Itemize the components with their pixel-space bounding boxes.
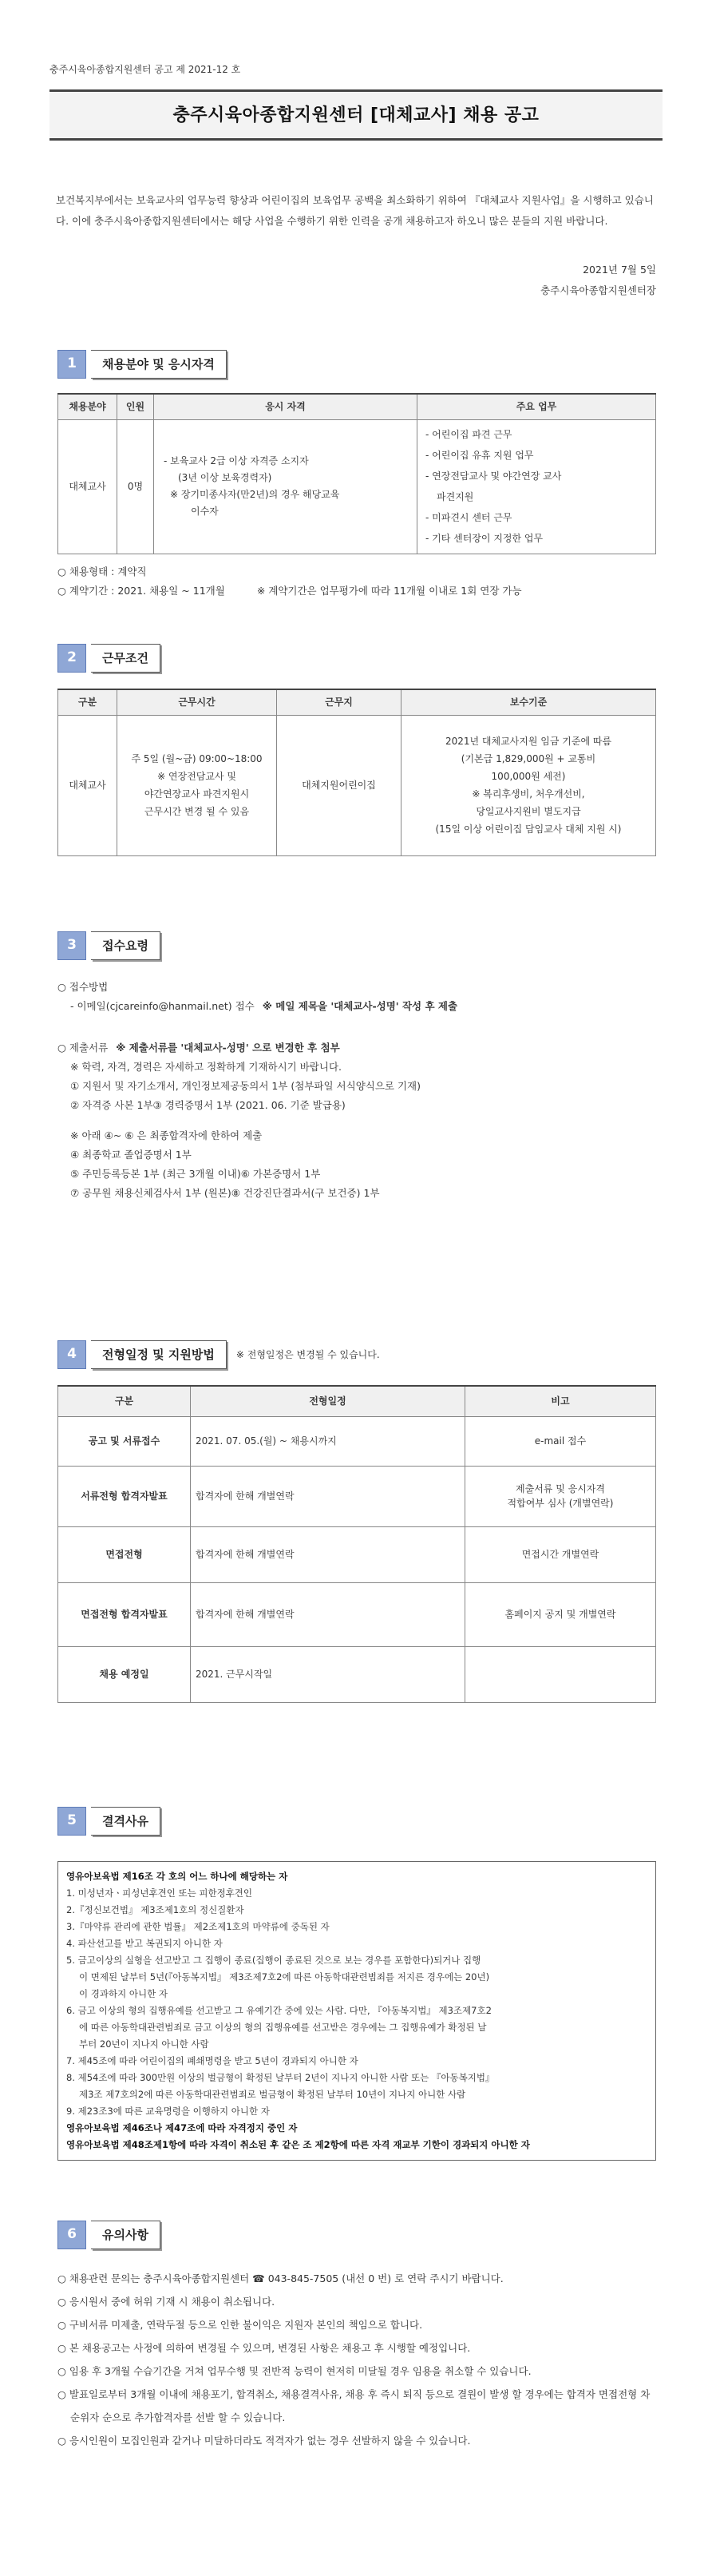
note-cell: 홈페이지 공지 및 개별연락 xyxy=(465,1582,656,1646)
table-row xyxy=(58,1526,656,1582)
hours-line: 주 5일 (월~금) 09:00~18:00 xyxy=(131,753,263,764)
schedule-table xyxy=(57,1385,656,1703)
page-title: 충주시육아종합지원센터 [대체교사] 채용 공고 xyxy=(172,105,540,125)
hours-line: 근무시간 변경 될 수 있음 xyxy=(144,806,250,817)
pay-line: 당일교사지원비 별도지급 xyxy=(476,806,581,817)
table-header-row xyxy=(58,689,656,715)
work-hours-cell xyxy=(117,715,277,855)
section-number: 5 xyxy=(57,1807,86,1836)
qualification-line: (3년 이상 보육경력자) xyxy=(178,472,272,483)
disq-line: 4. 파산선고를 받고 복권되지 아니한 자 xyxy=(66,1938,223,1949)
table-cell: 대체교사 xyxy=(58,419,117,554)
pay-cell xyxy=(401,715,656,855)
disq-heading: 영유아보육법 제48조제1항에 따라 자격이 취소된 후 같은 조 제2항에 따른 자격 재교부 기한이 경과되지 아니한 자 xyxy=(66,2139,530,2150)
note-item: ○ 응시인원이 모집인원과 같거나 미달하더라도 적격자가 없는 경우 선발하지 않을 수 있습니다. xyxy=(57,2435,471,2447)
hours-line: 야간연장교사 파견지원시 xyxy=(144,788,250,800)
table-header: 비고 xyxy=(465,1386,656,1416)
schedule-cell: 합격자에 한해 개별연락 xyxy=(191,1582,465,1646)
note-item: ○ 본 채용공고는 사정에 의하여 변경될 수 있으며, 변경된 사항은 채용고 후 시행할 예정입니다. xyxy=(57,2342,471,2354)
disq-line: 에 따른 아동학대관련범죄로 금고 이상의 형의 집행유예를 선고받은 경우에는 그 집행유예가 확정된 날 xyxy=(79,2022,487,2033)
disq-line: 2.『정신보건법』 제3조제1호의 정신질환자 xyxy=(66,1904,244,1915)
table-header: 보수기준 xyxy=(401,689,656,715)
duty-line: - 기타 센터장이 지정한 업무 xyxy=(425,533,544,544)
work-conditions-table xyxy=(57,689,656,856)
qualification-line: 이수자 xyxy=(191,506,219,517)
section-number: 3 xyxy=(57,931,86,960)
qualification-cell xyxy=(154,419,417,554)
email-text: - 이메일(cjcareinfo@hanmail.net) 접수 xyxy=(70,1000,255,1012)
stage-cell: 서류전형 합격자발표 xyxy=(58,1466,191,1526)
schedule-cell: 합격자에 한해 개별연락 xyxy=(191,1466,465,1526)
note-item: ○ 응시원서 중에 허위 기재 시 채용이 취소됩니다. xyxy=(57,2296,275,2308)
notice-number: 충주시육아종합지원센터 공고 제 2021-12 호 xyxy=(49,64,241,75)
section-title: 유의사항 xyxy=(91,2221,160,2249)
section-2-heading xyxy=(57,644,160,673)
final-note: ※ 아래 ④~ ⑥ 은 최종합격자에 한하여 제출 xyxy=(70,1129,263,1141)
docs-label: ○ 제출서류 xyxy=(57,1042,109,1054)
period-note: ※ 계약기간은 업무평가에 따라 11개월 이내로 1회 연장 가능 xyxy=(256,585,522,597)
title-box xyxy=(49,89,663,141)
note-cell xyxy=(465,1646,656,1702)
section-3-heading xyxy=(57,931,160,960)
table-row xyxy=(58,419,656,554)
section-title: 접수요령 xyxy=(91,931,160,960)
table-header: 근무지 xyxy=(277,689,401,715)
schedule-cell: 합격자에 한해 개별연락 xyxy=(191,1526,465,1582)
table-row xyxy=(58,1416,656,1466)
stage-cell: 면접전형 합격자발표 xyxy=(58,1582,191,1646)
disqualification-box xyxy=(57,1861,656,2161)
note-item: ○ 임용 후 3개월 수습기간을 거쳐 업무수행 및 전반적 능력이 현저히 미달될 경우 임용을 취소할 수 있습니다. xyxy=(57,2365,532,2377)
schedule-cell: 2021. 07. 05.(월) ~ 채용시까지 xyxy=(191,1416,465,1466)
disq-line: 부터 20년이 지나지 아니한 사람 xyxy=(79,2038,209,2050)
disq-line: 8. 제54조에 따라 300만원 이상의 벌금형이 확정된 날부터 2년이 지나지 아니한 사람 또는 『아동복지법』 xyxy=(66,2072,495,2083)
doc-item: ④ 최종학교 졸업증명서 1부 xyxy=(70,1149,192,1161)
note-cell: 면접시간 개별연락 xyxy=(465,1526,656,1582)
intro-paragraph: 보건복지부에서는 보육교사의 업무능력 향상과 어린이집의 보육업무 공백을 최소화하기 위하여 『대체교사 지원사업』을 시행하고 있습니다. 이에 충주시육아종합지원센터에서는 해당 사업을 수행하기 위한 인력을 공개 채용하고자 하오니 많은 분들의 지원 바랍니다. xyxy=(56,194,654,227)
section-number: 1 xyxy=(57,350,86,379)
table-header-row xyxy=(58,1386,656,1416)
doc-row xyxy=(57,1096,656,1115)
documents xyxy=(57,1038,656,1203)
disq-line: 6. 금고 이상의 형의 집행유예를 선고받고 그 유예기간 중에 있는 사람. 다만, 『아동복지법』 제3조제7호2 xyxy=(66,2005,492,2016)
note-item: ○ 채용관련 문의는 충주시육아종합지원센터 ☎ 043-845-7505 (내선 0 번) 로 연락 주시기 바랍니다. xyxy=(57,2272,504,2284)
qualification-line: ※ 장기미종사자(만2년)의 경우 해당교육 xyxy=(170,489,340,500)
pay-line: 100,000원 세전) xyxy=(491,771,566,782)
disq-heading: 영유아보육법 제16조 각 호의 어느 하나에 해당하는 자 xyxy=(66,1871,288,1882)
disq-line: 3.『마약류 관리에 관한 법률』 제2조제1호의 마약류에 중독된 자 xyxy=(66,1921,330,1932)
section-number: 2 xyxy=(57,644,86,673)
section-4-heading xyxy=(57,1340,380,1369)
disq-line: 1. 미성년자ㆍ피성년후견인 또는 피한정후견인 xyxy=(66,1887,253,1899)
table-row xyxy=(58,715,656,855)
table-header: 채용분야 xyxy=(58,394,117,419)
application-method xyxy=(57,978,656,1016)
section-title: 채용분야 및 응시자격 xyxy=(91,350,227,379)
docs-note: ※ 제출서류를 '대체교사-성명' 으로 변경한 후 첨부 xyxy=(116,1042,340,1054)
dateline xyxy=(540,260,656,301)
email-line xyxy=(57,997,656,1016)
duty-line: - 어린이집 유휴 지원 업무 xyxy=(425,450,534,461)
section-title: 결격사유 xyxy=(91,1807,160,1836)
hours-line: ※ 연장전담교사 및 xyxy=(157,771,236,782)
section-number: 6 xyxy=(57,2221,86,2249)
employment-period xyxy=(57,581,656,601)
note-cell: e-mail 접수 xyxy=(465,1416,656,1466)
table-header: 구분 xyxy=(58,689,117,715)
doc-item: ③ 경력증명서 1부 (2021. 06. 기준 발급용) xyxy=(152,1099,346,1111)
doc-row xyxy=(57,1165,656,1184)
disq-line: 제3조 제7호의2에 따른 아동학대관련범죄로 벌금형이 확정된 날부터 10년이 지나지 아니한 사람 xyxy=(79,2089,466,2100)
note-item: ○ 발표일로부터 3개월 이내에 채용포기, 합격취소, 채용결격사유, 채용 후 즉시 퇴직 등으로 결원이 발생 할 경우에는 합격자 면접전형 차순위자 순으로 추가합격자를 선발 할 수 있습니다. xyxy=(57,2388,651,2423)
notice-date: 2021년 7월 5일 xyxy=(583,264,656,276)
section-5-heading xyxy=(57,1807,160,1836)
note-line: 적합여부 심사 (개별연락) xyxy=(507,1498,614,1509)
table-header: 인원 xyxy=(117,394,154,419)
disq-line: 9. 제23조3에 따른 교육명령을 이행하지 아니한 자 xyxy=(66,2106,270,2117)
table-header: 구분 xyxy=(58,1386,191,1416)
table-header: 응시 자격 xyxy=(154,394,417,419)
doc-item: ⑥ 가본증명서 1부 xyxy=(240,1168,321,1180)
table-row xyxy=(58,1466,656,1526)
doc-item: ① 지원서 및 자기소개서, 개인정보제공동의서 1부 (첨부파일 서식양식으로 기재) xyxy=(70,1080,421,1092)
note-line: 제출서류 및 응시자격 xyxy=(516,1483,605,1494)
section-number: 4 xyxy=(57,1340,86,1369)
table-header: 전형일정 xyxy=(191,1386,465,1416)
note-item: ○ 구비서류 미제출, 연락두절 등으로 인한 불이익은 지원자 본인의 책임으로 합니다. xyxy=(57,2319,423,2331)
pay-line: 2021년 대체교사지원 임금 기준에 따름 xyxy=(445,736,612,747)
section-1-heading xyxy=(57,350,227,379)
duty-line: - 연장전담교사 및 야간연장 교사 xyxy=(425,470,562,482)
pay-line: (15일 이상 어린이집 담임교사 대체 지원 시) xyxy=(435,824,622,835)
table-cell: 대체교사 xyxy=(58,715,117,855)
pay-line: (기본급 1,829,000원 + 교통비 xyxy=(461,753,596,764)
docs-heading xyxy=(57,1038,656,1058)
email-note: ※ 메일 제목을 '대체교사-성명' 작성 후 제출 xyxy=(262,1000,458,1012)
table-row xyxy=(58,1646,656,1702)
period-text: ○ 계약기간 : 2021. 채용일 ~ 11개월 xyxy=(57,585,225,597)
section-title: 근무조건 xyxy=(91,644,160,673)
stage-cell: 채용 예정일 xyxy=(58,1646,191,1702)
table-cell: 0명 xyxy=(117,419,154,554)
table-row xyxy=(58,1582,656,1646)
qualification-line: - 보육교사 2급 이상 자격증 소지자 xyxy=(164,455,309,466)
note-cell xyxy=(465,1466,656,1526)
stage-cell: 공고 및 서류접수 xyxy=(58,1416,191,1466)
employment-info xyxy=(57,562,656,601)
table-header-row xyxy=(58,394,656,419)
duty-line: 파견지원 xyxy=(437,491,474,502)
employment-type: ○ 채용형태 : 계약직 xyxy=(57,566,147,578)
doc-item: ⑦ 공무원 채용신체검사서 1부 (원본) xyxy=(70,1187,231,1199)
disq-line: 이 면제된 날부터 5년(『아동복지법』 제3조제7호2에 따른 아동학대관련범죄를 저지른 경우에는 20년) xyxy=(79,1971,490,1983)
notes-list xyxy=(57,2267,656,2452)
disq-heading: 영유아보육법 제46조나 제47조에 따라 자격정지 중인 자 xyxy=(66,2122,298,2133)
section-title: 전형일정 및 지원방법 xyxy=(91,1340,227,1369)
disq-line: 7. 제45조에 따라 어린이집의 폐쇄명령을 받고 5년이 경과되지 아니한 자 xyxy=(66,2055,358,2066)
disq-line: 이 경과하지 아니한 자 xyxy=(79,1988,168,1999)
duty-line: - 미파견시 센터 근무 xyxy=(425,512,512,523)
section-6-heading xyxy=(57,2221,160,2249)
doc-item: ⑤ 주민등록등본 1부 (최근 3개월 이내) xyxy=(70,1168,241,1180)
method-heading: ○ 접수방법 xyxy=(57,981,109,993)
schedule-cell: 2021. 근무시작일 xyxy=(191,1646,465,1702)
stage-cell: 면접전형 xyxy=(58,1526,191,1582)
issuer: 충주시육아종합지원센터장 xyxy=(540,284,656,296)
table-cell: 대체지원어린이집 xyxy=(277,715,401,855)
doc-row xyxy=(57,1184,656,1203)
recruit-table xyxy=(57,393,656,554)
duty-line: - 어린이집 파견 근무 xyxy=(425,429,512,440)
disq-line: 5. 금고이상의 실형을 선고받고 그 집행이 종료(집행이 종료된 것으로 보는 경우를 포함한다)되거나 집행 xyxy=(66,1955,481,1966)
pay-line: ※ 복리후생비, 처우개선비, xyxy=(472,788,585,800)
docs-note-2: ※ 학력, 자격, 경력은 자세하고 정확하게 기재하시기 바랍니다. xyxy=(70,1061,342,1073)
section-note: ※ 전형일정은 변경될 수 있습니다. xyxy=(235,1349,380,1360)
table-header: 근무시간 xyxy=(117,689,277,715)
doc-item: ② 자격증 사본 1부 xyxy=(70,1099,153,1111)
doc-item: ⑧ 건강진단결과서(구 보건증) 1부 xyxy=(231,1187,380,1199)
duties-cell xyxy=(417,419,656,554)
table-header: 주요 업무 xyxy=(417,394,656,419)
